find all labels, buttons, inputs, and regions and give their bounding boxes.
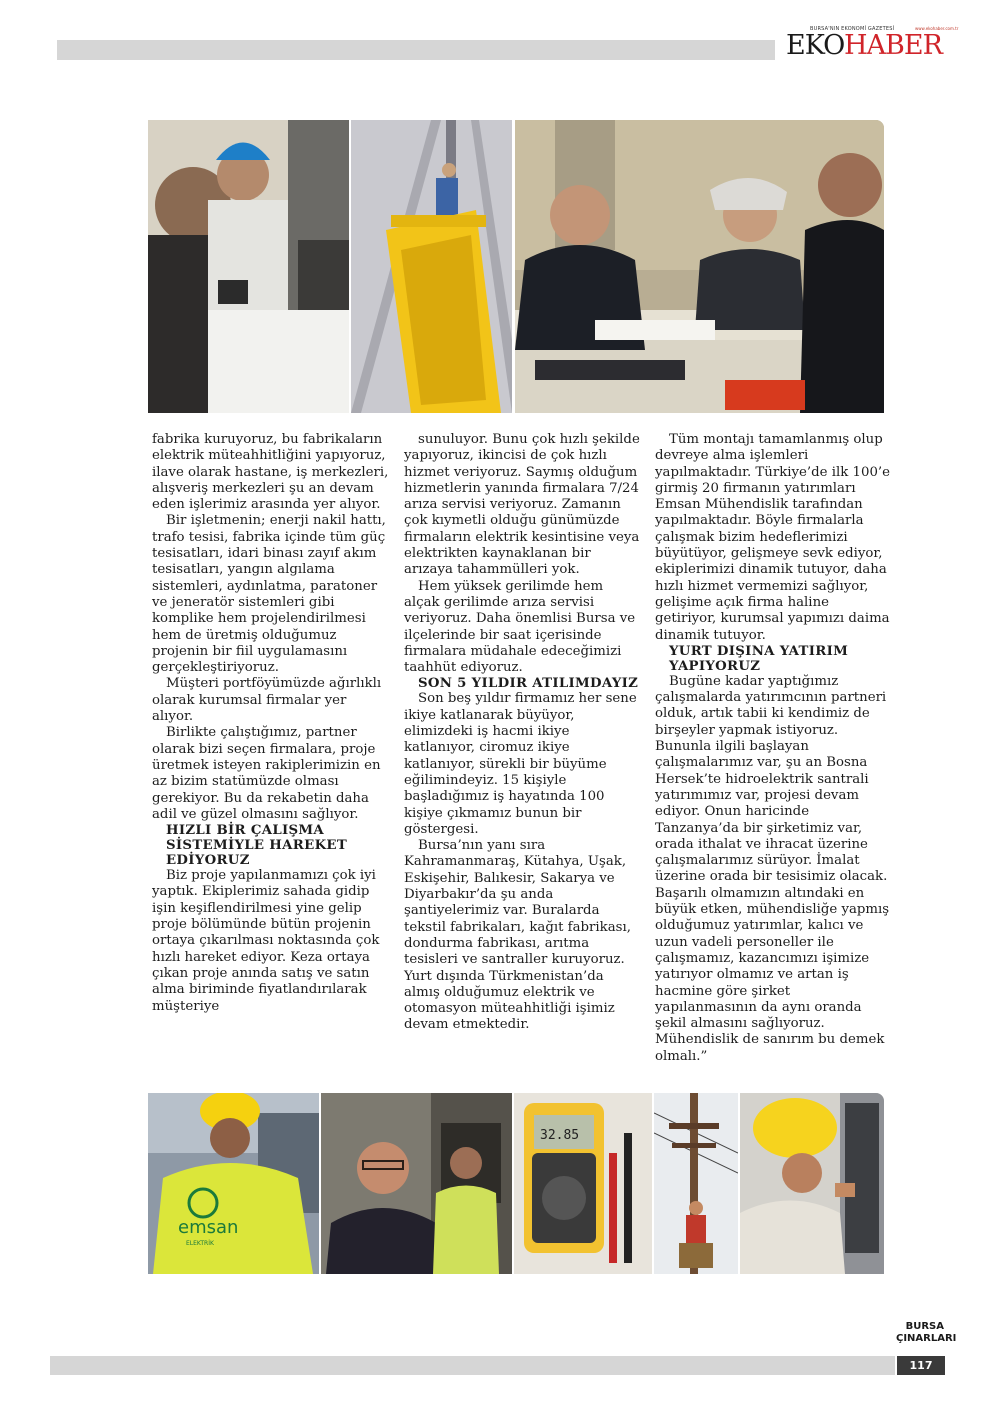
- paragraph: Birlikte çalıştığımız, partner olarak bizi seçen firmalara, proje üretmek isteyen rakiplerimizin en az bizim statümüzde olması gerekiyor. Bu da rekabetin daha adil ve güzel olmasını sağlıyor.: [152, 725, 381, 822]
- vest-sub-text: ELEKTRİK: [186, 1240, 214, 1247]
- logo-tagline: BURSA'NIN EKONOMİ GAZETESİ: [810, 26, 895, 32]
- paragraph: Bursa’nın yanı sıra Kahramanmaraş, Kütahya, Uşak, Eskişehir, Balıkesir, Sakarya ve Diyarbakır’da şu anda şantiyelerimiz var. Buralarda tekstil fabrikaları, kağıt fabrikası, dondurma fabrikası, arıtma tesisleri ve santraller kuruyoruz. Yurt dışında Türkmenistan’da almış olduğumuz elektrik ve otomasyon müteahhitliği işimiz devam etmektedir.: [404, 838, 631, 1033]
- paragraph: Tüm montajı tamamlanmış olup devreye alma işlemleri yapılmaktadır. Türkiye’de ilk 100’e girmiş 20 firmanın yatırımları Emsan Mühendislik tarafından yapılmaktadır. Böyle firmalarla çalışmak bizim hedeflerimizi büyütüyor, gelişmeye sevk ediyor, ekiplerimizi dinamik tutuyor, daha hızlı hizmet vermemizi sağlıyor, gelişime açık firma haline getiriyor, kurumsal yapımızı daima dinamik tutuyor.: [655, 432, 891, 643]
- photo-staff-portrait: [321, 1093, 512, 1274]
- vest-brand-text: emsan: [178, 1217, 239, 1238]
- article-column-2: [404, 432, 642, 1034]
- photo-electrician-panel: [740, 1093, 884, 1274]
- paragraph: Biz proje yapılanmamızı çok iyi yaptık. Ekiplerimiz sahada gidip işin keşiflendirilmesi yine gelip proje bölümünde bütün projenin ortaya çıkarılması noktasında çok hızlı hareket ediyor. Keza ortaya çıkan proje anında satış ve satın alma biriminde fiyatlandırılarak müşteriye: [152, 868, 380, 1014]
- logo-tagline-right: www.ekohaber.com.tr: [915, 26, 959, 31]
- paragraph: Hem yüksek gerilimde hem alçak gerilimde arıza servisi veriyoruz. Daha önemlisi Bursa ve ilçelerinde bir saat içerisinde firmalara müdahale edeceğimizi taahhüt ediyoruz.: [404, 578, 636, 676]
- photo-worker-hardhat-vest: [148, 1093, 319, 1274]
- footer-bar: [50, 1356, 895, 1375]
- article-column-1: [152, 432, 390, 1015]
- photo-lift-technician: [351, 120, 512, 413]
- photo-engineers-reviewing-plans: [148, 120, 349, 413]
- meter-reading-text: 32.85: [540, 1128, 580, 1143]
- magazine-name-line2: ÇINARLARI: [896, 1333, 957, 1344]
- paragraph: Son beş yıldır firmamız her sene ikiye katlanarak büyüyor, elimizdeki iş hacmi ikiye katlanıyor, ciromuz ikiye katlanıyor, sürekli bir büyüme eğilimindeyiz. 15 kişiyle başladığımız iş hayatında 100 kişiye çıkmamız bunun bir göstergesi.: [404, 691, 637, 837]
- ekohaber-logo[interactable]: [780, 26, 959, 66]
- article-column-3: [655, 432, 893, 1065]
- section-heading: YURT DIŞINA YATIRIM YAPIYORUZ: [669, 643, 849, 674]
- photo-business-meeting: [515, 120, 884, 413]
- top-photo-strip: [148, 120, 884, 413]
- paragraph: Bugüne kadar yaptığımız çalışmalarda yatırımcının partneri olduk, artık tabii ki kendimiz de birşeyler yapmak istiyoruz. Bununla ilgili başlayan çalışmalarımız var, şu an Bosna Hersek’te hidroelektrik santrali yatırımımız var, projesi devam ediyor. Onun haricinde Tanzanya’da bir şirketimiz var, orada ithalat ve ihracat üzerine çalışmalarımız sürüyor. İmalat üzerine orada bir tesisimiz olacak. Başarılı olmamızın altındaki en büyük etken, mühendisliğe yapmış olduğumuz yatırımlar, kalıcı ve uzun vadeli personeller ile çalışmamız, kazancımızı işimize yatırıyor olmamız ve artan iş hacmine göre şirket yapılanmasının da aynı oranda şekil almasını sağlıyoruz. Mühendislik de sanırım bu demek olmalı.”: [655, 673, 890, 1064]
- paragraph: Bir işletmenin; enerji nakil hattı, trafo tesisi, fabrika içinde tüm güç tesisatları, idari binası zayıf akım tesisatları, yangın algılama sistemleri, aydınlatma, paratoner ve jeneratör sistemleri gibi komplike hem projelendirilmesi hem de üretmiş olduğumuz projenin bir fiil uygulamasını gerçekleştiriyoruz.: [152, 513, 386, 676]
- paragraph: Müşteri portföyümüzde ağırlıklı olarak kurumsal firmalar yer alıyor.: [152, 676, 382, 725]
- paragraph: fabrika kuruyoruz, bu fabrikaların elektrik müteahhitliğini yapıyoruz, ilave olarak hastane, iş merkezleri, alışveriş merkezleri şu an devam eden işlerimiz arasında yer alıyor.: [152, 432, 389, 513]
- photo-multimeter: [514, 1093, 652, 1274]
- logo-haber-text: HABER: [844, 30, 942, 61]
- logo-eko-text: EKO: [786, 30, 845, 61]
- section-heading: HIZLI BİR ÇALIŞMA SİSTEMİYLE HAREKET EDİYORUZ: [166, 823, 348, 869]
- photo-pole-workers: [654, 1093, 738, 1274]
- magazine-name: [896, 1321, 957, 1345]
- paragraph: sunuluyor. Bunu çok hızlı şekilde yapıyoruz, ikincisi de çok hızlı hizmet veriyoruz. Saymış olduğum hizmetlerin yanında firmalara 7/24 arıza servisi veriyoruz. Zamanın çok kıymetli olduğu günümüzde firmaların elektrik kesintisine veya elektrikten kaynaklanan bir arızaya tahammülleri yok.: [404, 432, 640, 578]
- magazine-name-line1: BURSA: [905, 1321, 944, 1332]
- bottom-photo-strip: [148, 1093, 884, 1274]
- section-heading: SON 5 YILDIR ATILIMDAYIZ: [418, 676, 639, 692]
- page-number: 117: [897, 1356, 945, 1375]
- header-bar: [57, 40, 775, 60]
